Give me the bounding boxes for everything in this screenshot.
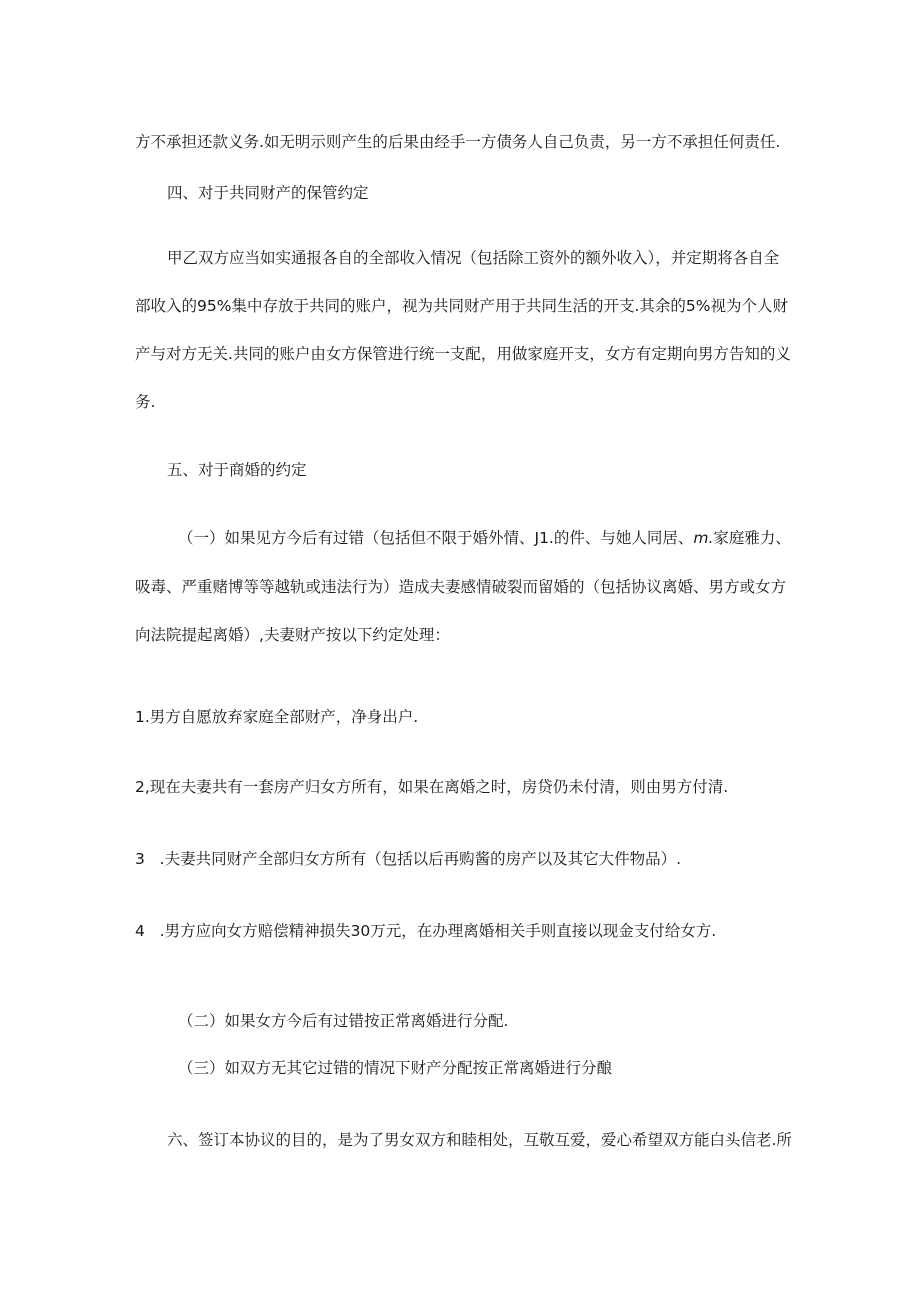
sub-clause: （二）如果女方今后有过错按正常离婚进行分配. <box>178 1012 509 1030</box>
paragraph-line: 方不承担还款义务.如无明示则产生的后果由经手一方债务人自己负责，另一方不承担任何责任. <box>135 133 781 151</box>
section-heading: 五、对于商婚的约定 <box>167 461 307 479</box>
paragraph-line: 产与对方无关.共同的账户由女方保管进行统一支配，用做家庭开支，女方有定期向男方告知的义 <box>135 345 791 363</box>
paragraph-line: 向法院提起离婚）,夫妻财产按以下约定处理： <box>135 626 450 644</box>
section-heading: 四、对于共同财产的保管约定 <box>167 184 369 202</box>
paragraph-line: 务. <box>135 393 156 411</box>
paragraph-segment: （一）如果见方今后有过错（包括但不限于婚外情、J1.的件、与她人同居、 <box>178 529 694 547</box>
paragraph-segment: m. <box>693 529 714 547</box>
paragraph-line: 吸毒、严重赌博等等越轨或违法行为）造成夫妻感情破裂而留婚的（包括协议离婚、男方或女方 <box>135 578 787 596</box>
section-heading: 六、签订本协议的目的，是为了男女双方和睦相处，互敬互爱，爱心希望双方能白头信老.所 <box>167 1131 792 1149</box>
list-item: 3 .夫妻共同财产全部归女方所有（包括以后再购酱的房产以及其它大件物品）. <box>135 850 681 868</box>
list-item: 4 .男方应向女方赔偿精神损失30万元，在办理离婚相关手则直接以现金支付给女方. <box>135 922 717 940</box>
paragraph-line: 部收入的95%集中存放于共同的账户，视为共同财产用于共同生活的开支.其余的5%视为个人财 <box>135 297 788 315</box>
paragraph-segment: 家庭雅力、 <box>713 529 791 547</box>
paragraph-line: 甲乙双方应当如实通报各自的全部收入情况（包括除工资外的额外收入），并定期将各自全 <box>167 249 780 267</box>
list-item: 1.男方自愿放弃家庭全部财产，净身出户. <box>135 708 419 726</box>
list-item: 2,现在夫妻共有一套房产归女方所有，如果在离婚之时，房贷仍未付清，则由男方付清. <box>135 778 729 796</box>
sub-clause: （三）如双方无其它过错的情况下财产分配按正常离婚进行分酿 <box>178 1059 613 1077</box>
paragraph-line <box>178 527 791 549</box>
